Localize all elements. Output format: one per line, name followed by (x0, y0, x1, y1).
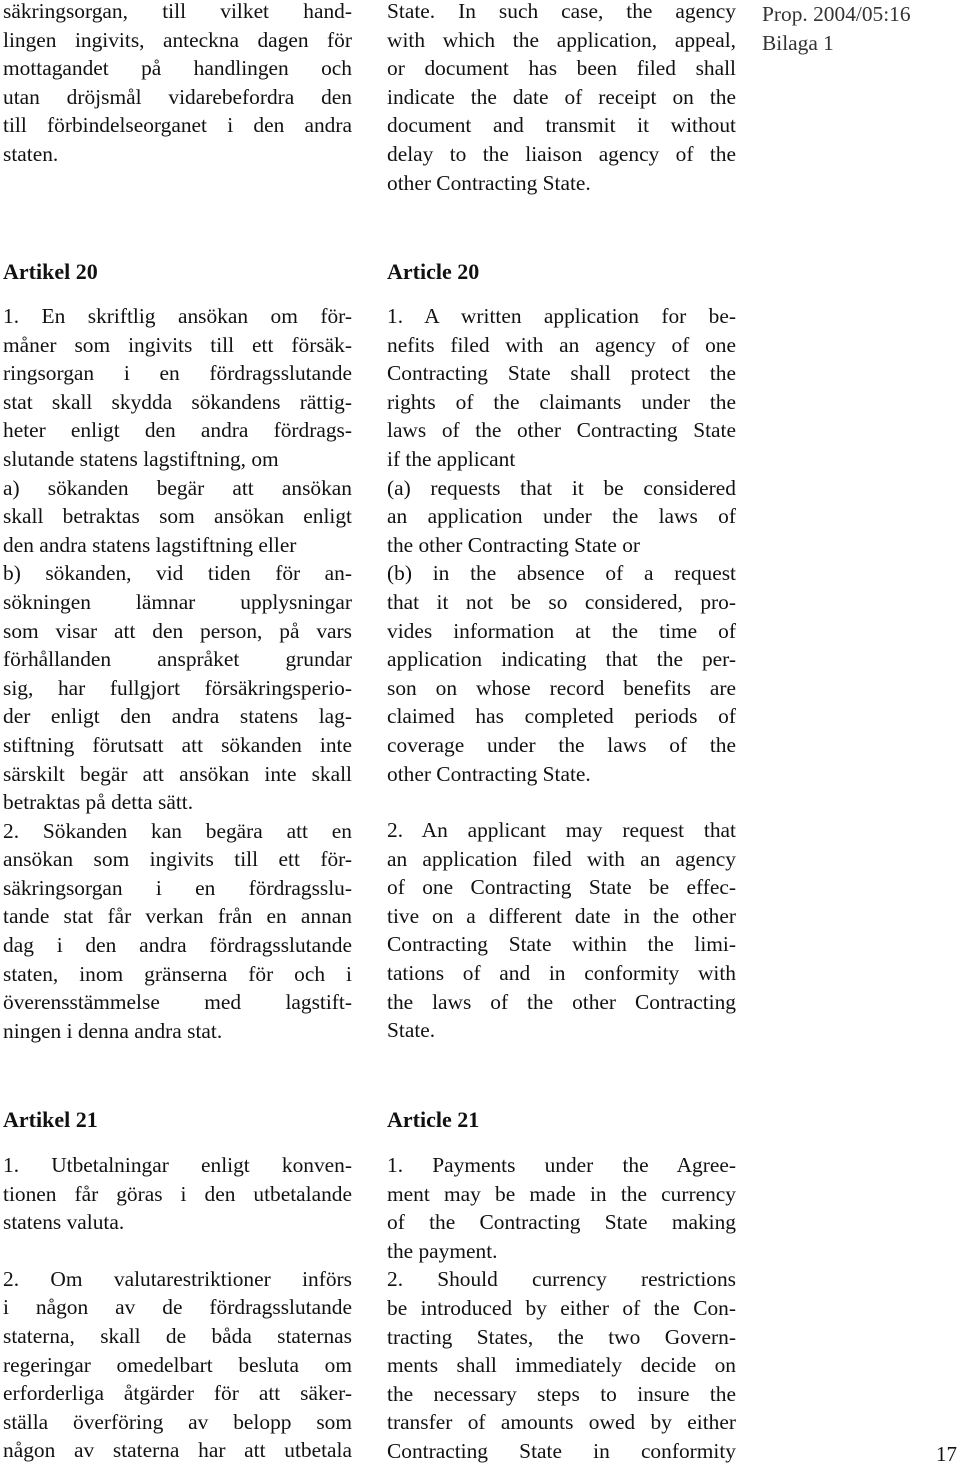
text-line: staten, inom gränserna för och i (3, 961, 352, 986)
text-line: 2. Should currency restrictions (387, 1267, 736, 1292)
text-line: indicate the date of receipt on the (387, 84, 736, 109)
artikel-20-heading: Artikel 20 (3, 259, 98, 284)
text-line: stiftning förutsatt att sökanden inte (3, 732, 352, 757)
text-line: tande stat får verkan från en annan (3, 904, 352, 929)
text-line: säkringsorgan i en fördragsslu- (3, 875, 352, 900)
top-english-paragraph (387, 0, 736, 197)
text-line: ningen i denna andra stat. (3, 1018, 223, 1043)
text-line: måner som ingivits till ett försäk- (3, 332, 352, 357)
text-line: application indicating that the per- (387, 647, 736, 672)
text-line: claimed has completed periods of (387, 704, 736, 729)
article-21-heading: Article 21 (387, 1107, 480, 1132)
text-line: nefits filed with an agency of one (387, 332, 736, 357)
text-line: dag i den andra fördragsslutande (3, 933, 352, 958)
text-line: förhållanden anspråket grundar (3, 647, 352, 672)
text-line: that it not be so considered, pro- (387, 589, 736, 614)
text-line: or document has been filed shall (387, 56, 736, 81)
text-line: (b) in the absence of a request (387, 561, 736, 586)
text-line: other Contracting State. (387, 761, 591, 786)
text-line: sig, har fullgjort försäkringsperio- (3, 675, 352, 700)
text-line: någon av staterna har att utbetala (3, 1438, 352, 1463)
margin-note (762, 0, 911, 57)
text-line: tracting States, the two Govern- (387, 1324, 736, 1349)
text-line: the other Contracting State or (387, 532, 641, 557)
text-line: överensstämmelse med lagstift- (3, 990, 352, 1015)
text-line: the payment. (387, 1238, 498, 1263)
text-line: lingen ingivits, anteckna dagen för (3, 27, 352, 52)
artikel-20-swedish-text (3, 302, 352, 1045)
text-line: laws of the other Contracting State (387, 418, 736, 443)
top-swedish-paragraph (3, 0, 352, 169)
article-21-english-text (387, 1151, 736, 1466)
text-line: (a) requests that it be considered (387, 475, 736, 500)
page-number: 17 (936, 1442, 957, 1466)
text-line: utan dröjsmål vidarebefordra den (3, 84, 352, 109)
text-line: sökningen lämnar upplysningar (3, 589, 352, 614)
text-line: 1. A written application for be- (387, 304, 736, 328)
article-20-english-text (387, 302, 736, 1045)
text-line: statens valuta. (3, 1210, 125, 1235)
text-line: Contracting State shall protect the (387, 361, 736, 386)
prop-reference: Prop. 2004/05:16 (762, 2, 911, 26)
text-line: other Contracting State. (387, 170, 591, 195)
article-20-heading: Article 20 (387, 259, 480, 284)
text-line: stat skall skydda sökandens rättig- (3, 389, 352, 414)
text-line: ment may be made in the currency (387, 1181, 736, 1206)
text-line: slutande statens lagstiftning, om (3, 446, 279, 471)
text-line: of the Contracting State making (387, 1210, 736, 1235)
text-line: a) sökanden begär att ansökan (3, 475, 352, 500)
text-line: tionen får göras i den utbetalande (3, 1181, 352, 1206)
text-line: State. In such case, the agency (387, 0, 736, 23)
text-line: säkringsorgan, till vilket hand- (3, 0, 352, 23)
text-line: 2. Om valutarestriktioner införs (3, 1266, 352, 1291)
text-line: coverage under the laws of the (387, 732, 736, 757)
text-line: regeringar omedelbart besluta om (3, 1352, 352, 1377)
text-line: som visar att den person, på vars (3, 618, 352, 643)
text-line: document and transmit it without (387, 113, 736, 138)
text-line: betraktas på detta sätt. (3, 790, 194, 815)
text-line: delay to the liaison agency of the (387, 141, 736, 166)
text-line: ansökan som ingivits till ett för- (3, 847, 352, 872)
text-line: tive on a different date in the other (387, 903, 736, 928)
text-line: 1. Payments under the Agree- (387, 1153, 736, 1177)
text-line: särskilt begär att ansökan inte skall (3, 761, 352, 786)
text-line: 2. An applicant may request that (387, 818, 736, 843)
text-line: i någon av de fördragsslutande (3, 1295, 352, 1320)
text-line: the necessary steps to insure the (387, 1381, 736, 1406)
text-line: vides information at the time of (387, 618, 736, 643)
text-line: with which the application, appeal, (387, 27, 736, 52)
text-line: Contracting State in conformity (387, 1438, 736, 1463)
text-line: 2. Sökanden kan begära att en (3, 818, 352, 843)
text-line: 1. En skriftlig ansökan om för- (3, 304, 352, 328)
text-line: b) sökanden, vid tiden för an- (3, 561, 352, 586)
text-line: be introduced by either of the Con- (387, 1295, 736, 1320)
text-line: der enligt den andra statens lag- (3, 704, 352, 729)
bilaga-label: Bilaga 1 (762, 30, 834, 55)
text-line: of one Contracting State be effec- (387, 875, 736, 900)
text-line: till förbindelseorganet i den andra (3, 113, 352, 138)
text-line: an application under the laws of (387, 504, 736, 529)
text-line: ringsorgan i en fördragsslutande (3, 361, 352, 386)
text-line: if the applicant (387, 446, 516, 471)
text-line: son on whose record benefits are (387, 675, 736, 700)
text-line: transfer of amounts owed by either (387, 1410, 736, 1435)
artikel-21-heading: Artikel 21 (3, 1107, 98, 1132)
text-line: mottagandet på handlingen och (3, 56, 352, 81)
text-line: erforderliga åtgärder för att säker- (3, 1381, 352, 1406)
text-line: staterna, skall de båda staternas (3, 1323, 352, 1348)
artikel-21-swedish-text (3, 1151, 352, 1465)
text-line: State. (387, 1018, 436, 1043)
text-line: ställa överföring av belopp som (3, 1409, 352, 1434)
text-line: den andra statens lagstiftning eller (3, 532, 297, 557)
text-line: heter enligt den andra fördrags- (3, 418, 352, 443)
text-line: tations of and in conformity with (387, 961, 736, 986)
text-line: the laws of the other Contracting (387, 989, 736, 1014)
text-line: skall betraktas som ansökan enligt (3, 504, 352, 529)
text-line: staten. (3, 141, 59, 166)
text-line: 1. Utbetalningar enligt konven- (3, 1153, 352, 1177)
text-line: ments shall immediately decide on (387, 1353, 736, 1378)
text-line: an application filed with an agency (387, 846, 736, 871)
text-line: Contracting State within the limi- (387, 932, 736, 957)
text-line: rights of the claimants under the (387, 389, 736, 414)
